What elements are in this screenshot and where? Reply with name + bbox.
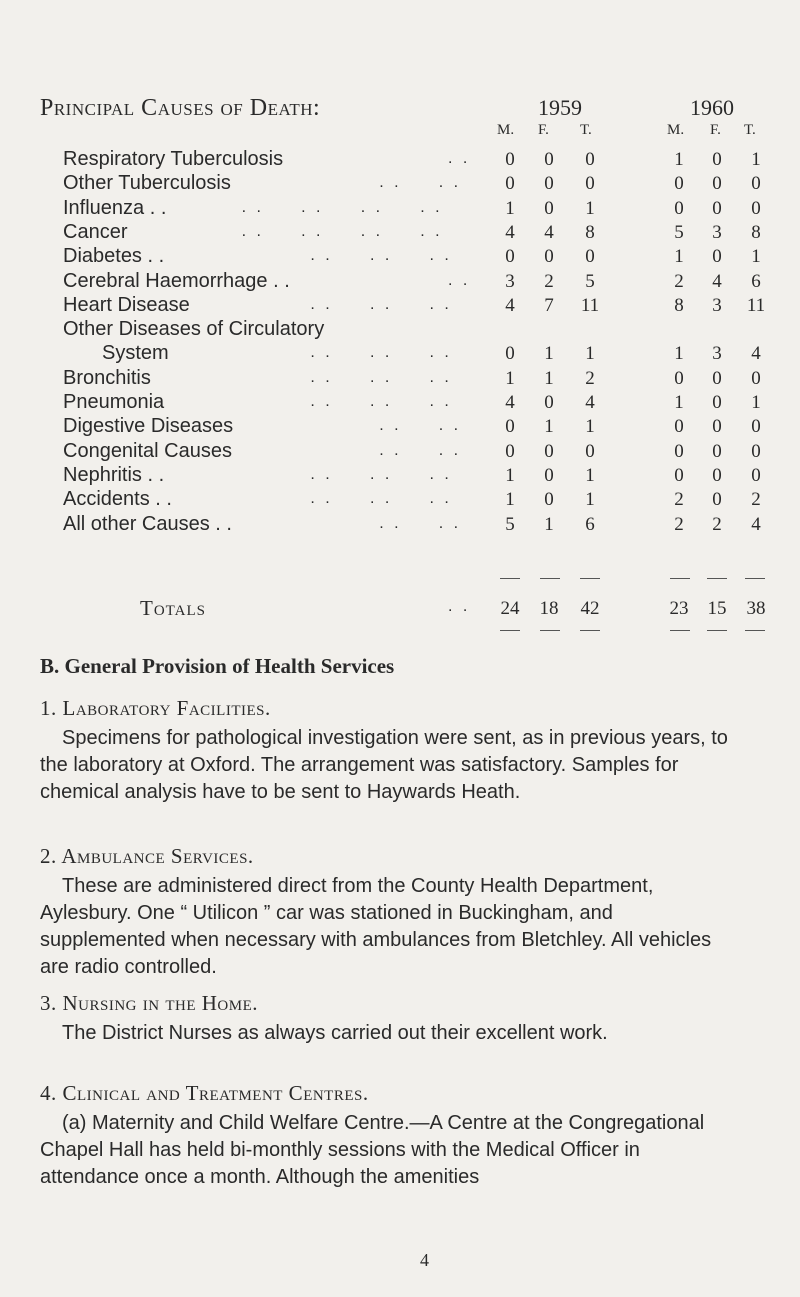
cell-y1959-f: 1 (544, 513, 554, 535)
cell-y1959-f: 0 (544, 173, 554, 195)
cell-y1960-t: 6 (751, 270, 761, 292)
row-label: Congenital Causes (63, 439, 232, 462)
cell-y1959-m: 5 (505, 513, 515, 535)
row-label: Cancer (63, 220, 128, 243)
cell-y1959-t: 5 (585, 270, 595, 292)
cell-y1960-t: 0 (751, 440, 761, 462)
total-1960-t: 38 (746, 598, 766, 619)
row-leader-dots: . . . . . . . . (241, 222, 443, 240)
cell-y1960-m: 1 (674, 392, 684, 413)
totals-dots: . . (448, 598, 471, 615)
cell-y1959-m: 0 (505, 173, 515, 195)
cell-y1960-f: 0 (712, 173, 722, 195)
cell-y1959-m: 3 (505, 270, 515, 292)
cell-y1959-m: 0 (505, 246, 515, 268)
totals-label: Totals (140, 596, 206, 620)
cell-y1959-m: 4 (505, 392, 515, 413)
cell-y1959-t: 6 (585, 513, 595, 535)
cell-y1960-f: 0 (712, 149, 722, 170)
row-label: Nephritis . . (63, 463, 165, 486)
row-label: Accidents . . (63, 488, 172, 511)
cell-y1959-t: 4 (585, 392, 595, 413)
row-label: Cerebral Haemorrhage . . (63, 269, 290, 292)
cell-y1960-m: 0 (674, 197, 684, 219)
clinical-title: 4. Clinical and Treatment Centres. (40, 1081, 369, 1105)
cell-y1960-m: 5 (674, 221, 684, 243)
laboratory-title: 1. Laboratory Facilities. (40, 696, 271, 720)
cell-y1959-f: 0 (544, 246, 554, 268)
cell-y1959-f: 0 (544, 197, 554, 219)
rule-1960-t (745, 578, 765, 579)
cell-y1960-f: 2 (712, 513, 722, 535)
total-1959-t: 42 (580, 598, 600, 619)
cell-y1960-t: 0 (751, 367, 761, 389)
table-heading: Principal Causes of Death: (40, 95, 321, 121)
row-leader-dots: . . . . . . (310, 393, 452, 410)
cell-y1959-f: 7 (544, 294, 554, 316)
cell-y1960-m: 2 (674, 489, 684, 511)
cell-y1960-f: 0 (712, 246, 722, 268)
row-label: System (102, 342, 169, 365)
cell-y1960-m: 8 (674, 294, 684, 316)
cell-y1959-f: 1 (544, 367, 554, 389)
cell-y1959-t: 0 (585, 246, 595, 268)
rule-1960-f (707, 578, 727, 579)
cell-y1959-t: 1 (585, 416, 595, 438)
cell-y1960-t: 1 (751, 149, 761, 170)
cell-y1959-f: 0 (544, 440, 554, 462)
total-1959-m: 24 (500, 598, 520, 619)
cell-y1960-t: 0 (751, 173, 761, 195)
cell-y1960-m: 0 (674, 173, 684, 195)
rule-below-1959-t (580, 630, 600, 631)
clinical-text: (a) Maternity and Child Welfare Centre.—A Centre at the Congregational Chapel Hall has held bi-monthly sessions with the Medical Officer in attendance once a month. Although the amenities (40, 1112, 705, 1188)
cell-y1959-f: 0 (544, 149, 554, 170)
row-leader-dots: . . . . (379, 441, 462, 459)
cell-y1960-m: 2 (674, 270, 684, 292)
row-leader-dots: . . . . . . (310, 490, 452, 508)
cell-y1959-m: 0 (505, 440, 515, 462)
col-header-f-1959: F. (538, 122, 549, 138)
page-number: 4 (420, 1250, 429, 1270)
cell-y1959-t: 8 (585, 221, 595, 243)
cell-y1959-t: 0 (585, 440, 595, 462)
col-header-t-1960: T. (744, 122, 756, 138)
nursing-text: The District Nurses as always carried out their excellent work. (62, 1022, 608, 1044)
total-1960-f: 15 (707, 598, 727, 619)
cell-y1960-t: 2 (751, 489, 761, 511)
row-label: Bronchitis (63, 366, 151, 389)
col-header-m-1959: M. (497, 122, 515, 138)
cell-y1960-f: 0 (712, 392, 722, 413)
col-header-f-1960: F. (710, 122, 721, 138)
cell-y1960-m: 2 (674, 513, 684, 535)
cell-y1959-t: 1 (585, 343, 595, 365)
year-1959-header: 1959 (538, 95, 582, 120)
cell-y1959-f: 0 (544, 464, 554, 486)
cell-y1959-m: 1 (505, 367, 515, 389)
cell-y1959-m: 0 (505, 149, 515, 170)
cell-y1960-m: 1 (674, 343, 684, 365)
ambulance-title: 2. Ambulance Services. (40, 844, 254, 868)
row-leader-dots: . . (448, 271, 471, 289)
cell-y1960-f: 3 (712, 343, 722, 365)
year-1960-header: 1960 (690, 95, 734, 120)
laboratory-text: Specimens for pathological investigation were sent, as in previous years, to the laboratory at Oxford. The arrangement was satisfactory. Samples for chemical analysis have to be sent to Haywards Heath. (40, 727, 728, 803)
cell-y1959-f: 0 (544, 489, 554, 511)
rule-below-1959-m (500, 630, 520, 631)
cell-y1959-t: 11 (580, 294, 600, 316)
row-label: Diabetes . . (63, 245, 165, 268)
row-leader-dots: . . (448, 150, 471, 167)
cell-y1959-f: 0 (544, 392, 554, 413)
row-leader-dots: . . . . . . (310, 344, 452, 362)
cell-y1959-m: 4 (505, 294, 515, 316)
row-leader-dots: . . . . . . (310, 295, 452, 313)
row-label: Influenza . . (63, 196, 167, 219)
cell-y1960-t: 1 (751, 392, 761, 413)
cell-y1959-m: 1 (505, 464, 515, 486)
cell-y1960-f: 0 (712, 440, 722, 462)
cell-y1959-t: 2 (585, 367, 595, 389)
cell-y1960-m: 0 (674, 416, 684, 438)
cell-y1960-f: 0 (712, 367, 722, 389)
cell-y1959-m: 1 (505, 489, 515, 511)
row-label: Digestive Diseases (63, 415, 234, 438)
rule-1959-t (580, 578, 600, 579)
row-label: All other Causes . . (63, 512, 232, 535)
cell-y1960-f: 0 (712, 489, 722, 511)
cell-y1959-t: 0 (585, 173, 595, 195)
cell-y1959-f: 4 (544, 221, 554, 243)
rule-below-1960-t (745, 630, 765, 631)
cell-y1960-t: 0 (751, 416, 761, 438)
cell-y1959-m: 1 (505, 197, 515, 219)
cell-y1960-m: 0 (674, 464, 684, 486)
rule-1960-m (670, 578, 690, 579)
cell-y1960-t: 0 (751, 464, 761, 486)
rule-1959-f (540, 578, 560, 579)
cell-y1959-m: 4 (505, 221, 515, 243)
row-leader-dots: . . . . (379, 417, 462, 435)
total-1959-f: 18 (539, 598, 559, 619)
cell-y1960-t: 1 (751, 246, 761, 268)
cell-y1959-t: 0 (585, 149, 595, 170)
cell-y1960-t: 0 (751, 197, 761, 219)
cell-y1960-f: 3 (712, 221, 722, 243)
cell-y1960-m: 1 (674, 246, 684, 268)
col-header-t-1959: T. (580, 122, 592, 138)
cell-y1960-f: 0 (712, 464, 722, 486)
row-leader-dots: . . . . (379, 174, 462, 192)
col-header-m-1960: M. (667, 122, 685, 138)
row-label: Heart Disease (63, 293, 190, 316)
cell-y1959-f: 1 (544, 416, 554, 438)
row-label: Other Diseases of Circulatory (63, 318, 325, 341)
cell-y1960-t: 4 (751, 343, 761, 365)
cell-y1959-f: 1 (544, 343, 554, 365)
row-leader-dots: . . . . . . (310, 465, 452, 483)
cell-y1960-t: 4 (751, 513, 761, 535)
cell-y1959-m: 0 (505, 343, 515, 365)
cell-y1959-t: 1 (585, 489, 595, 511)
row-leader-dots: . . . . . . . . (241, 198, 443, 216)
rule-below-1959-f (540, 630, 560, 631)
cell-y1959-m: 0 (505, 416, 515, 438)
nursing-title: 3. Nursing in the Home. (40, 991, 258, 1015)
rule-below-1960-m (670, 630, 690, 631)
row-label: Respiratory Tuberculosis (63, 148, 284, 170)
cell-y1960-f: 0 (712, 416, 722, 438)
rule-below-1960-f (707, 630, 727, 631)
cell-y1960-t: 11 (746, 294, 766, 316)
ambulance-text: These are administered direct from the County Health Department, Aylesbury. One “ Utilicon ” car was stationed in Buckingham, and supplemented when necessary with ambulances from Bletchley. All vehicles are radio controlled. (40, 875, 712, 978)
rule-1959-m (500, 578, 520, 579)
row-leader-dots: . . . . . . (310, 247, 452, 265)
cell-y1959-f: 2 (544, 270, 554, 292)
cell-y1959-t: 1 (585, 464, 595, 486)
cell-y1960-f: 4 (712, 270, 722, 292)
cell-y1960-m: 0 (674, 440, 684, 462)
row-label: Pneumonia (63, 391, 165, 413)
section-b-title: B. General Provision of Health Services (40, 654, 395, 678)
cell-y1959-t: 1 (585, 197, 595, 219)
row-leader-dots: . . . . (379, 514, 462, 532)
cell-y1960-f: 0 (712, 197, 722, 219)
cell-y1960-f: 3 (712, 294, 722, 316)
row-label: Other Tuberculosis (63, 172, 231, 195)
total-1960-m: 23 (669, 598, 689, 619)
cell-y1960-m: 1 (674, 149, 684, 170)
cell-y1960-m: 0 (674, 367, 684, 389)
row-leader-dots: . . . . . . (310, 368, 452, 386)
cell-y1960-t: 8 (751, 221, 761, 243)
